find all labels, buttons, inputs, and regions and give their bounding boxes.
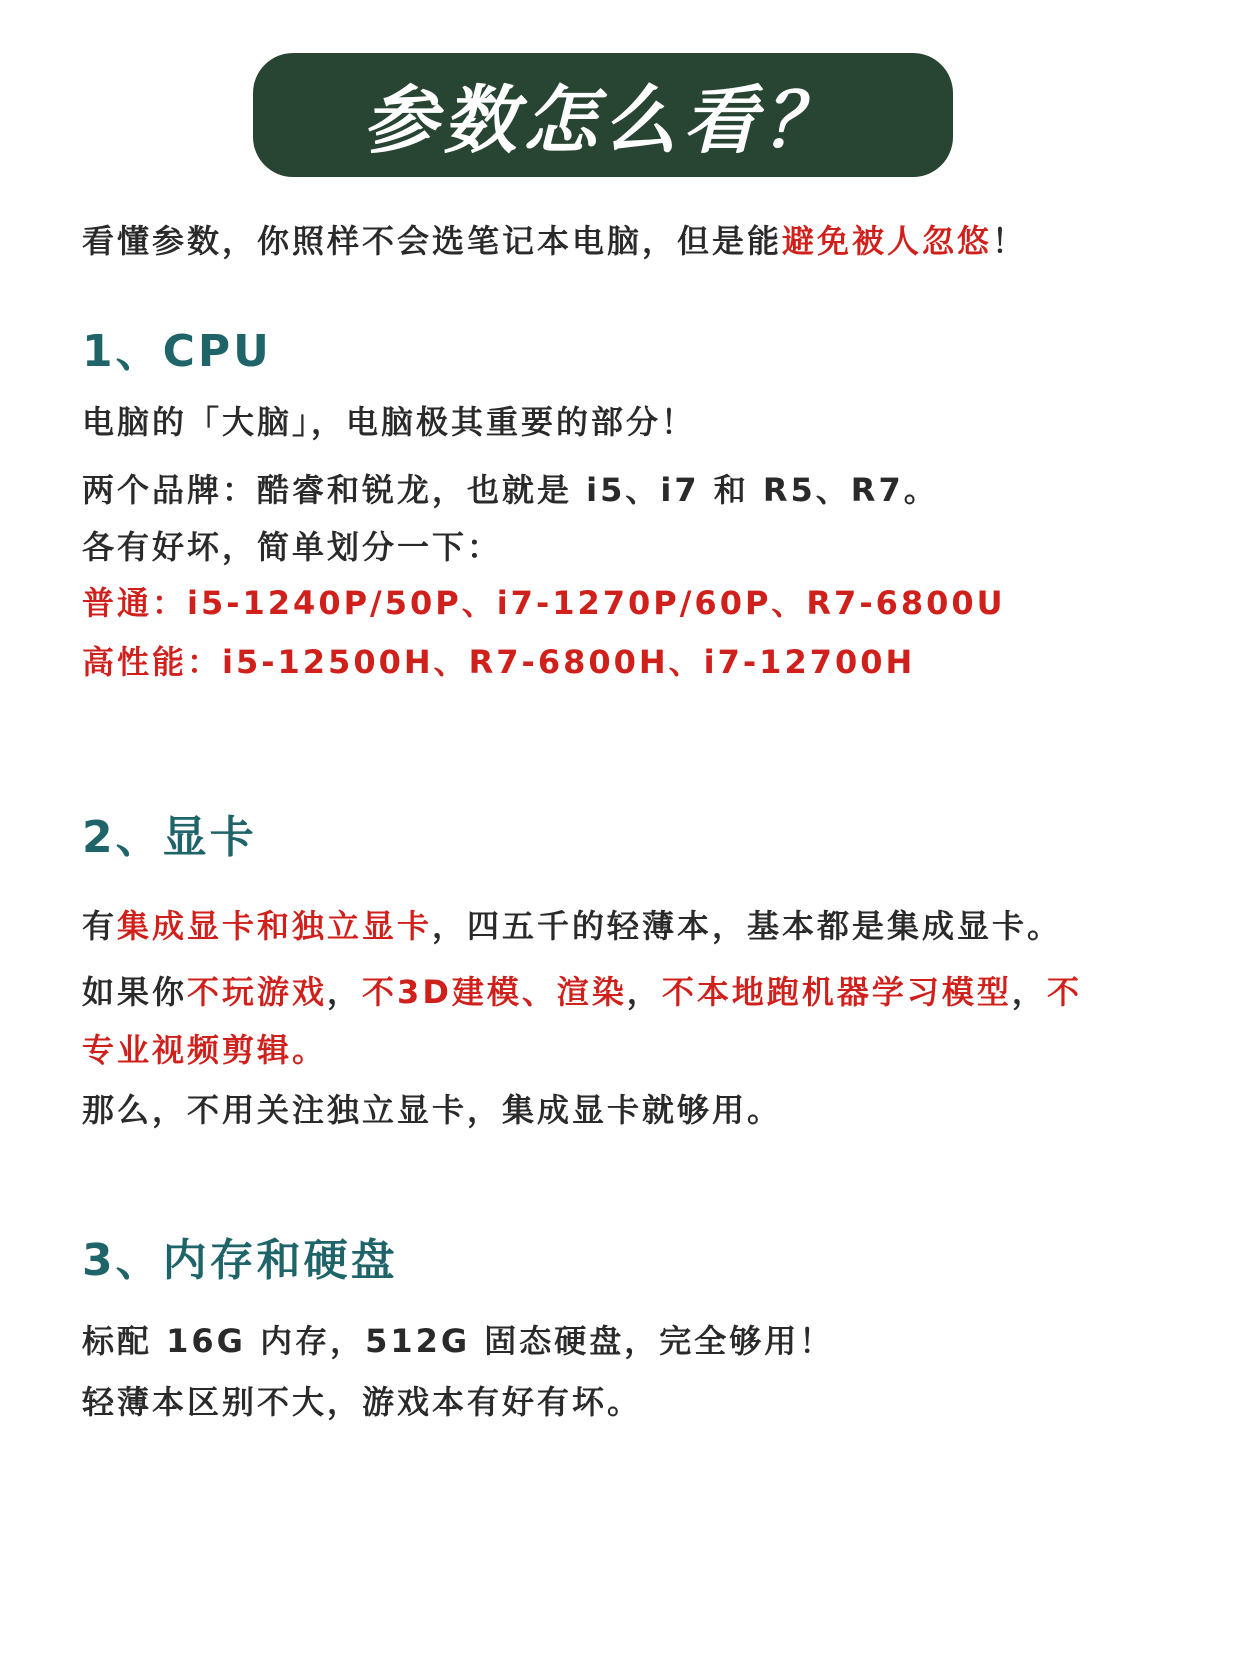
page-title: 参数怎么看？ [363,78,843,164]
text: ， [1011,973,1047,1011]
section-heading-memory: 3、内存和硬盘 [82,1235,398,1286]
memory-line-2: 轻薄本区别不大，游戏本有好有坏。 [82,1383,643,1421]
text: 有 [82,907,118,945]
title-banner [253,53,953,177]
section-heading-gpu: 2、显卡 [82,812,257,863]
cpu-line-1: 电脑的「大脑」，电脑极其重要的部分！ [82,403,697,441]
text: ， [327,973,363,1011]
section-heading-cpu: 1、CPU [82,326,272,377]
gpu-line-2 [82,972,1082,1012]
intro-text: 看懂参数，你照样不会选笔记本电脑，但是能 [82,222,783,260]
highlight: 不 [1046,973,1082,1011]
highlight: 不3D建模、渲染 [362,973,627,1011]
gpu-line-3: 专业视频剪辑。 [82,1031,328,1069]
highlight: 集成显卡和独立显卡 [117,907,433,945]
gpu-line-1 [82,906,1062,946]
intro-highlight: 避免被人忽悠 [782,222,993,260]
highlight: 不玩游戏 [187,973,328,1011]
text: ， [626,973,662,1011]
text: 如果你 [82,973,188,1011]
cpu-line-2: 两个品牌：酷睿和锐龙，也就是 i5、i7 和 R5、R7。 [82,471,939,509]
text: ，四五千的轻薄本，基本都是集成显卡。 [432,907,1063,945]
memory-line-1: 标配 16G 内存，512G 固态硬盘，完全够用！ [82,1322,835,1360]
intro-punct: ！ [992,222,1028,260]
cpu-line-normal: 普通：i5-1240P/50P、i7-1270P/60P、R7-6800U [82,584,1006,622]
cpu-line-performance: 高性能：i5-12500H、R7-6800H、i7-12700H [82,643,916,681]
gpu-line-4: 那么，不用关注独立显卡，集成显卡就够用。 [82,1091,783,1129]
intro-line [82,221,1027,261]
cpu-line-3: 各有好坏，简单划分一下： [82,528,503,566]
highlight: 不本地跑机器学习模型 [661,973,1012,1011]
